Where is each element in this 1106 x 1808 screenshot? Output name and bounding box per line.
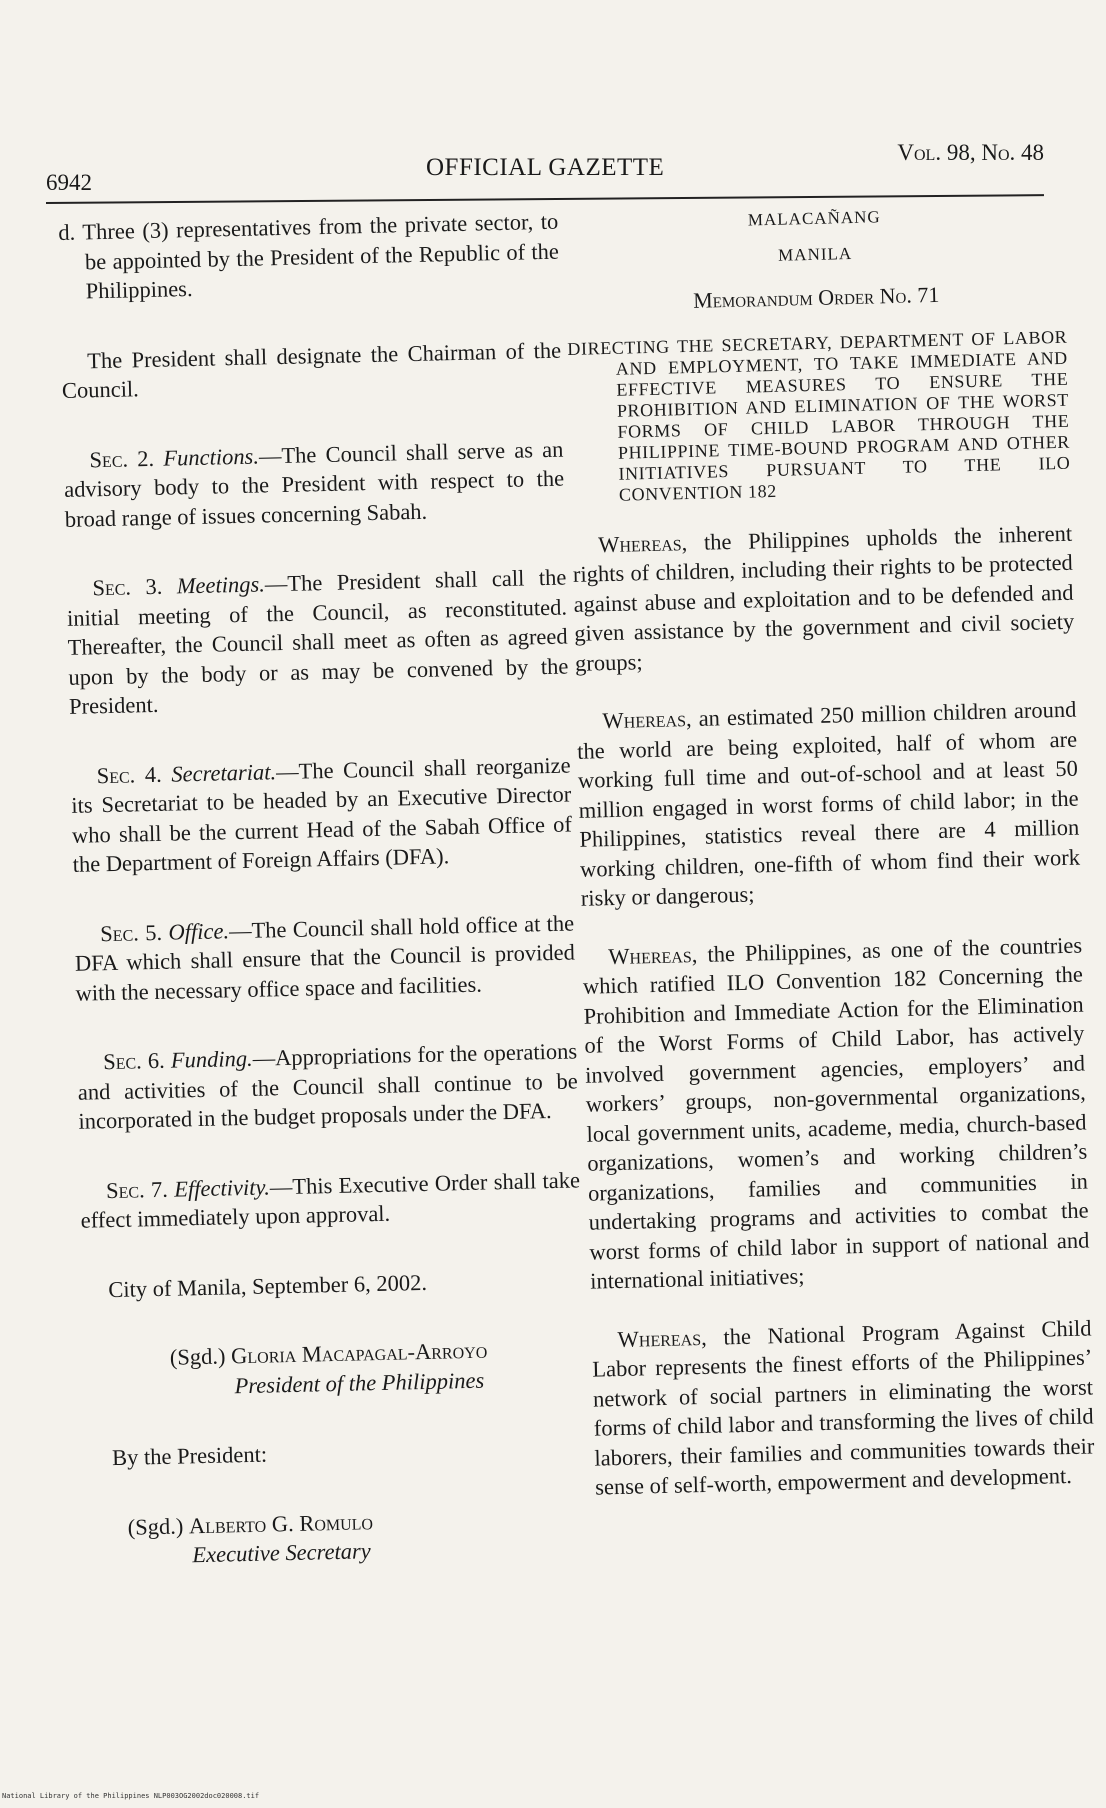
- whereas-text: the National Program Against Child Labor represents the finest efforts of the Philippines’ network of social partners in eliminating the worst forms of child labor and transforming the lives of child laborers, their families and communities towards their sense of self-worth, empowerment and development.: [592, 1314, 1095, 1500]
- list-item-d: d. Three (3) representatives from the private sector, to be appointed by the President of the Republic of the Philippines.: [58, 208, 560, 304]
- scan-footer: National Library of the Philippines NLP003OG2002doc020008.tif: [2, 1792, 260, 1800]
- whereas-text: the Philippines, as one of the countries which ratified ILO Convention 182 Concerning the Prohibition and Immediate Action for the Elimination of the Worst Forms of Child Labor, has actively involved government agencies, employers’ and workers’ groups, non-governmental organizations, local government units, academe, media, church-based organizations, women’s and working children’s organizations, families and communities in undertaking programs and activities to combat the worst forms of child labor in support of national and international initiatives;: [582, 932, 1090, 1294]
- signature-prefix: (Sgd.): [169, 1343, 226, 1370]
- signatory-role: Executive Secretary: [192, 1538, 372, 1568]
- section-title: Effectivity.: [173, 1173, 271, 1202]
- whereas-label: Whereas,: [597, 529, 688, 557]
- section-label: Sec. 2.: [89, 445, 155, 472]
- right-column: [564, 198, 1095, 1502]
- memo-title: Memorandum Order No. 71: [692, 281, 940, 313]
- section-label: Sec. 7.: [105, 1176, 169, 1203]
- signature-prefix: (Sgd.): [127, 1512, 184, 1540]
- section-title: Secretariat.: [171, 758, 277, 787]
- section-title: Functions.: [163, 443, 260, 471]
- section-text: —Appropriations for the operations and activities of the Council shall continue to be incorporated in the budget proposals under the DFA.: [77, 1038, 578, 1134]
- chairman-paragraph: The President shall designate the Chairman of the Council.: [61, 337, 562, 403]
- office-name: MALACAÑANG: [747, 207, 881, 230]
- section-label: Sec. 4.: [96, 761, 162, 788]
- office-city: MANILA: [777, 243, 853, 265]
- page-number: 6942: [46, 170, 92, 195]
- memo-caption: DIRECTING THE SECRETARY, DEPARTMENT OF LABOR AND EMPLOYMENT, TO TAKE IMMEDIATE AND EFFECTIVE MEASURES TO ENSURE THE PROHIBITION AND ELIMINATION OF THE WORST FORMS OF CHILD LABOR THROUGH THE PHILIPPINE TIME-BOUND PROGRAM AND OTHER INITIATIVES PURSUANT TO THE ILO CONVENTION 182: [567, 326, 1071, 505]
- section-4: [70, 750, 573, 879]
- section-5: [74, 908, 576, 1008]
- whereas-label: Whereas,: [617, 1324, 707, 1352]
- section-label: Sec. 3.: [92, 573, 163, 601]
- section-text: —The President shall call the initial meeting of the Council, as reconstituted. Thereafter, the Council shall meet as often as agreed upon by the body or as may be convened by the President.: [66, 564, 569, 719]
- section-text: —The Council shall serve as an advisory body to the President with respect to the broad range of issues concerning Sabah.: [63, 436, 565, 532]
- signatory-name: Alberto G. Romulo: [188, 1508, 374, 1538]
- section-title: Meetings.: [176, 571, 266, 599]
- whereas-3: [582, 930, 1090, 1296]
- section-label: Sec. 5.: [99, 919, 163, 946]
- whereas-text: the Philippines upholds the inherent rights of children, including their rights to be protected against abuse and exploitation and to be defended and given assistance by the government and civil society groups;: [572, 520, 1075, 676]
- section-2: [63, 434, 565, 534]
- section-label: Sec. 6.: [102, 1047, 165, 1075]
- section-text: —This Executive Order shall take effect immediately upon approval.: [80, 1166, 581, 1233]
- publication-title: OFFICIAL GAZETTE: [426, 154, 665, 181]
- whereas-label: Whereas,: [602, 706, 692, 734]
- section-3: [66, 563, 569, 722]
- volume-number: Vol. 98, No. 48: [897, 140, 1044, 165]
- whereas-label: Whereas,: [607, 941, 698, 969]
- section-text: —The Council shall hold office at the DFA which shall ensure that the Council is provided with the necessary office space and facilities.: [74, 909, 576, 1006]
- signatory-name: Gloria Macapagal-Arroyo: [230, 1337, 488, 1369]
- whereas-4: [591, 1313, 1095, 1502]
- section-title: Office.: [168, 917, 230, 945]
- signatory-role: President of the Philippines: [234, 1367, 485, 1398]
- whereas-2: [576, 695, 1081, 914]
- whereas-1: [572, 518, 1075, 678]
- by-the-president: By the President:: [111, 1441, 268, 1471]
- left-column: [58, 207, 589, 1572]
- section-title: Funding.: [170, 1045, 253, 1073]
- page-header: [46, 140, 1044, 200]
- place-date: City of Manila, September 6, 2002.: [108, 1269, 428, 1302]
- whereas-text: an estimated 250 million children around the world are being exploited, half of whom are working full time and out-of-school and at least 50 million engaged in worst forms of child labor; in the Philippines, statistics reveal there are 4 million working children, one-fifth of whom find their work risky or dangerous;: [576, 696, 1081, 911]
- section-6: [77, 1036, 579, 1136]
- section-text: —The Council shall reorganize its Secretariat to be headed by an Executive Director who shall be the current Head of the Sabah Office of the Department of Foreign Affairs (DFA).: [71, 752, 573, 877]
